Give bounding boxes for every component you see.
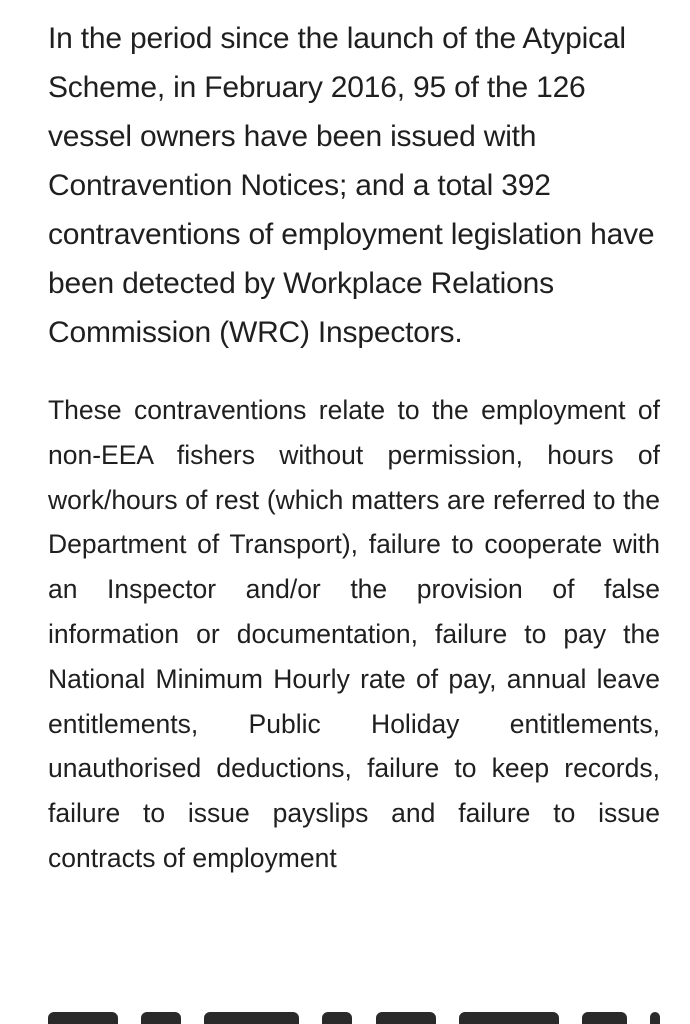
paragraph-contraventions: These contraventions relate to the employment of non-EEA fishers without permission, hours of work/hours of rest (which matters are referred to the Department of Transport), failure to cooperate with an Inspector and/or the provision of false information or documentation, failure to pay the National Minimum Hourly rate of pay, annual leave entitlements, Public Holiday entitlements, unauthorised deductions, failure to keep records, failure to issue payslips and failure to issue contracts of employment bbox=[48, 395, 660, 873]
cropped-word bbox=[582, 1012, 627, 1024]
paragraph-lead: In the period since the launch of the Atypical Scheme, in February 2016, 95 of the 126 vessel owners have been issued with Contravention Notices; and a total 392 contraventions of employment legislation have been detected by Workplace Relations Commission (WRC) Inspectors. bbox=[48, 22, 655, 349]
article-body bbox=[48, 14, 660, 881]
cropped-word bbox=[459, 1012, 559, 1024]
cropped-word bbox=[141, 1012, 181, 1024]
cropped-word bbox=[48, 1012, 118, 1024]
cropped-word bbox=[376, 1012, 436, 1024]
cropped-word bbox=[650, 1012, 660, 1024]
cropped-word bbox=[322, 1012, 352, 1024]
cropped-word bbox=[204, 1012, 299, 1024]
cropped-next-line bbox=[48, 1012, 660, 1024]
